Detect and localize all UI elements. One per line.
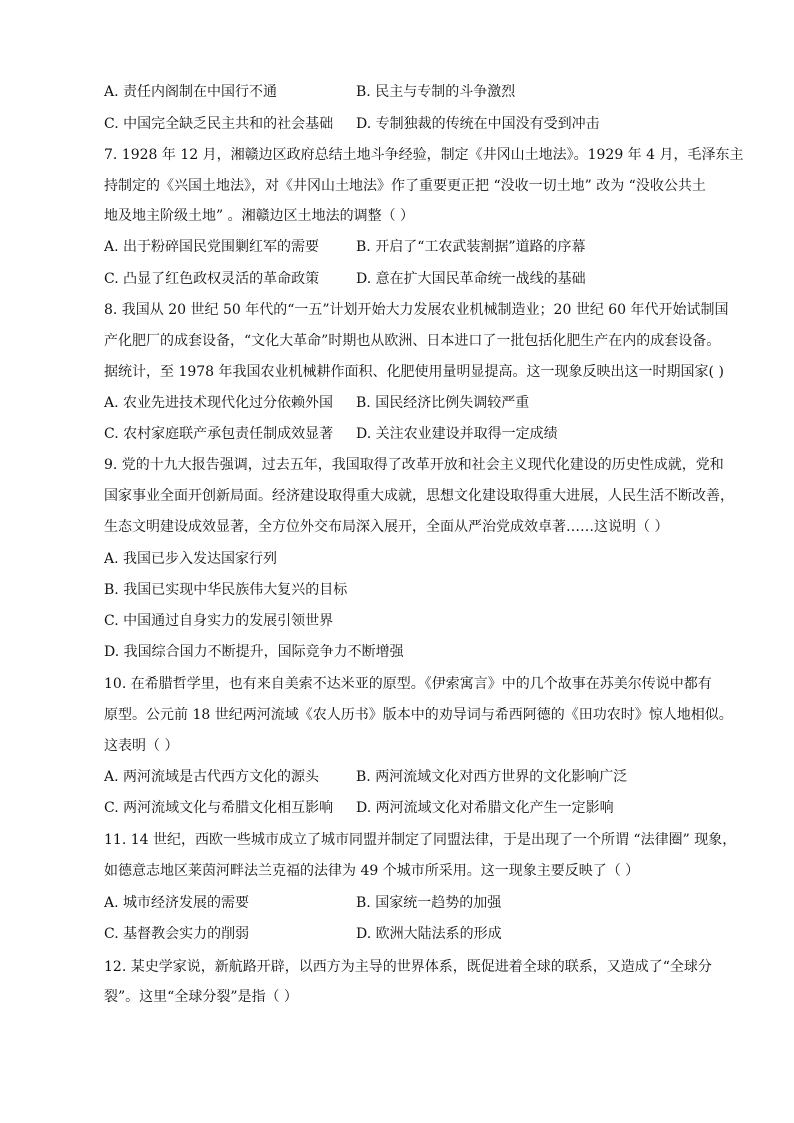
q10-option-c: C. 两河流域文化与希腊文化相互影响 <box>104 800 334 816</box>
q11-option-b: B. 国家统一趋势的加强 <box>356 895 502 911</box>
q9-option-c: C. 中国通过自身实力的发展引领世界 <box>104 613 334 629</box>
q7-stem-line-2: 持制定的《兴国土地法》，对《井冈山土地法》作了重要更正把 “没收一切土地” 改为 “没收公共土 <box>104 178 706 194</box>
q7-option-a: A. 出于粉碎国民党围剿红军的需要 <box>104 239 320 255</box>
q8-option-c: C. 农村家庭联产承包责任制成效显著 <box>104 426 334 442</box>
q7-option-b: B. 开启了“工农武装割据”道路的序幕 <box>356 239 586 255</box>
q6-option-b: B. 民主与专制的斗争激烈 <box>356 84 516 100</box>
q8-option-d: D. 关注农业建设并取得一定成绩 <box>356 426 558 442</box>
q9-stem-line-1: 9. 党的十九大报告强调，过去五年，我国取得了改革开放和社会主义现代化建设的历史性成就，党和 <box>104 457 724 473</box>
q6-option-a: A. 责任内阁制在中国行不通 <box>104 84 278 100</box>
q6-option-d: D. 专制独裁的传统在中国没有受到冲击 <box>356 116 600 132</box>
q10-option-d: D. 两河流域文化对希腊文化产生一定影响 <box>356 800 614 816</box>
q11-stem-line-1: 11. 14 世纪，西欧一些城市成立了城市同盟并制定了同盟法律，于是出现了一个所谓 “法律圈” 现象， <box>104 832 737 848</box>
q7-option-d: D. 意在扩大国民革命统一战线的基础 <box>356 271 586 287</box>
q8-stem-line-2: 产化肥厂的成套设备，“文化大革命”时期也从欧洲、日本进口了一批包括化肥生产在内的成套设备。 <box>104 333 721 349</box>
q10-stem-line-3: 这表明（ ） <box>104 738 179 754</box>
q11-stem-line-2: 如德意志地区莱茵河畔法兰克福的法律为 49 个城市所采用。这一现象主要反映了（ ） <box>104 863 640 879</box>
q8-option-b: B. 国民经济比例失调较严重 <box>356 395 530 411</box>
q10-option-b: B. 两河流域文化对西方世界的文化影响广泛 <box>356 769 628 785</box>
q7-option-c: C. 凸显了红色政权灵活的革命政策 <box>104 271 320 287</box>
q8-stem-line-3: 据统计，至 1978 年我国农业机械耕作面积、化肥使用量明显提高。这一现象反映出这一时期国家( ) <box>104 364 724 380</box>
q9-option-a: A. 我国已步入发达国家行列 <box>104 551 278 567</box>
q11-option-d: D. 欧洲大陆法系的形成 <box>356 926 502 942</box>
q9-option-b: B. 我国已实现中华民族伟大复兴的目标 <box>104 582 348 598</box>
q9-option-d: D. 我国综合国力不断提升，国际竞争力不断增强 <box>104 644 404 660</box>
q12-stem-line-1: 12. 某史学家说，新航路开辟，以西方为主导的世界体系，既促进着全球的联系，又造成了“全球分 <box>104 959 712 975</box>
q8-stem-line-1: 8. 我国从 20 世纪 50 年代的“一五”计划开始大力发展农业机械制造业；20 世纪 60 年代开始试制国 <box>104 302 729 318</box>
q11-option-a: A. 城市经济发展的需要 <box>104 895 250 911</box>
q10-option-a: A. 两河流域是古代西方文化的源头 <box>104 769 320 785</box>
q8-option-a: A. 农业先进技术现代化过分依赖外国 <box>104 395 334 411</box>
q12-stem-line-2: 裂”。这里“全球分裂”是指（ ） <box>104 989 298 1005</box>
q6-option-c: C. 中国完全缺乏民主共和的社会基础 <box>104 116 334 132</box>
q11-option-c: C. 基督教会实力的削弱 <box>104 926 250 942</box>
q9-stem-line-2: 国家事业全面开创新局面。经济建设取得重大成就，思想文化建设取得重大进展，人民生活不断改善， <box>104 488 734 504</box>
q7-stem-line-1: 7. 1928 年 12 月，湘赣边区政府总结土地斗争经验，制定《井冈山土地法》。1929 年 4 月，毛泽东主 <box>104 147 744 163</box>
q10-stem-line-1: 10. 在希腊哲学里，也有来自美索不达米亚的原型。《伊索寓言》中的几个故事在苏美尔传说中都有 <box>104 676 712 692</box>
q9-stem-line-3: 生态文明建设成效显著，全方位外交布局深入展开，全面从严治党成效卓著……这说明（ ） <box>104 519 669 535</box>
q7-stem-line-3: 地及地主阶级土地” 。湘赣边区土地法的调整（ ） <box>104 208 415 224</box>
q10-stem-line-2: 原型。公元前 18 世纪两河流域《农人历书》版本中的劝导词与希西阿德的《田功农时》惊人地相似。 <box>104 707 733 723</box>
